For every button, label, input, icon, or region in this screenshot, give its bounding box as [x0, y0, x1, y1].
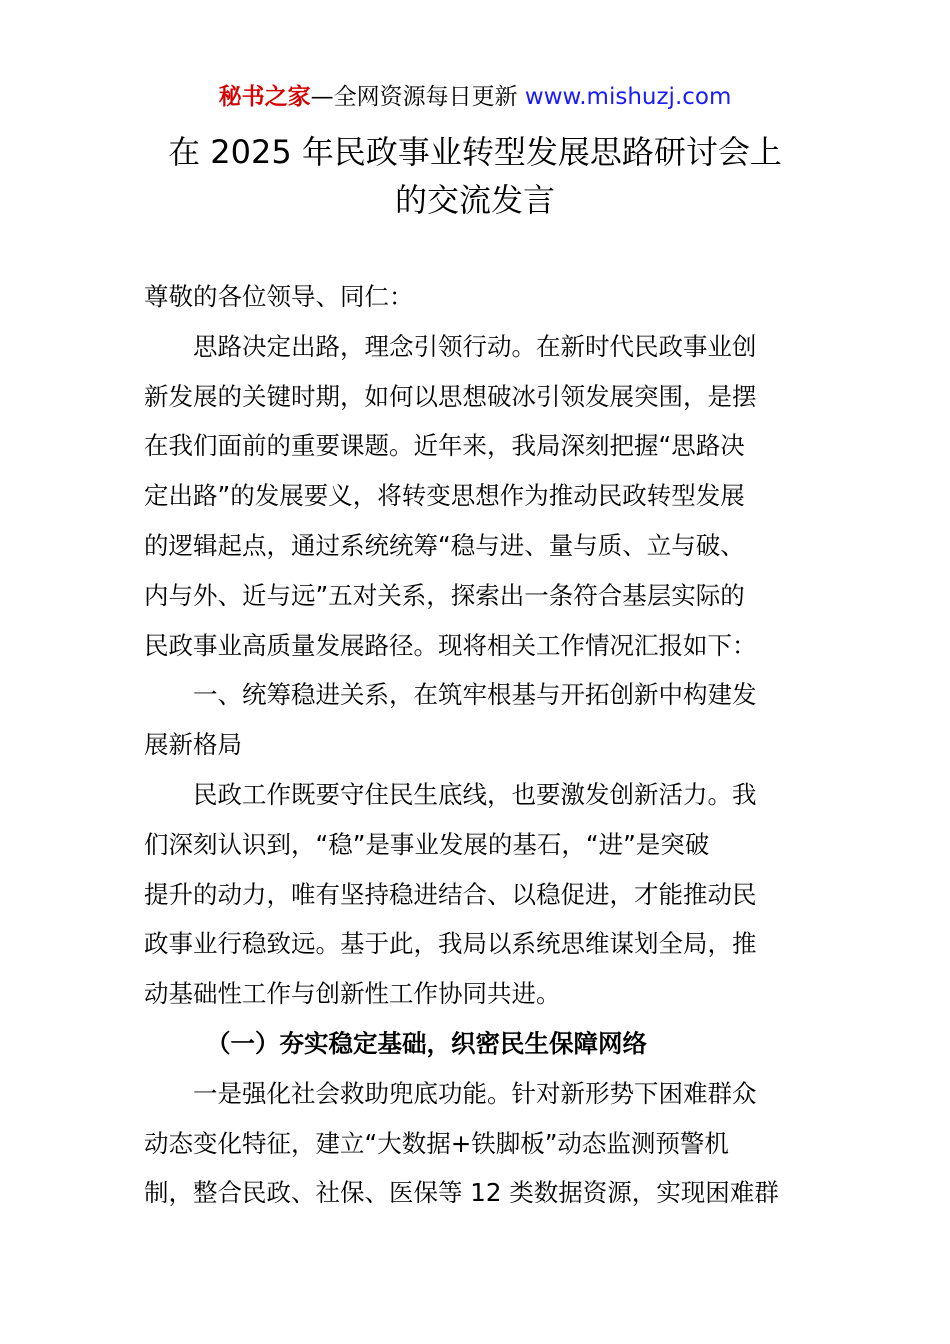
paragraph-line: 民政工作既要守住民生底线，也要激发创新活力。我 [193, 779, 757, 809]
paragraph-line: 动态变化特征，建立“大数据+铁脚板”动态监测预警机 [144, 1128, 729, 1158]
paragraph-line: 内与外、近与远”五对关系，探索出一条符合基层实际的 [144, 580, 745, 610]
paragraph-line: 的逻辑起点，通过系统统筹“稳与进、量与质、立与破、 [144, 530, 745, 560]
salutation: 尊敬的各位领导、同仁： [144, 282, 414, 311]
paragraph-line: 民政事业高质量发展路径。现将相关工作情况汇报如下： [144, 630, 757, 660]
paragraph-line: 制，整合民政、社保、医保等 12 类数据资源，实现困难群 [144, 1178, 779, 1208]
title-line-2: 的交流发言 [394, 181, 555, 219]
paragraph-line: 新发展的关键时期，如何以思想破冰引领发展突围，是摆 [144, 381, 757, 411]
document-body [144, 272, 808, 1218]
paragraph-line: 一是强化社会救助兜底功能。针对新形势下困难群众 [193, 1078, 757, 1108]
paragraph-line: 在我们面前的重要课题。近年来，我局深刻把握“思路决 [144, 431, 745, 461]
section-heading-line: 展新格局 [144, 730, 242, 760]
site-header [0, 80, 950, 114]
paragraph-line: 定出路”的发展要义，将转变思想作为推动民政转型发展 [144, 481, 745, 511]
title-line-1: 在 2025 年民政事业转型发展思路研讨会上 [168, 133, 782, 171]
subsection-heading: （一）夯实稳定基础，织密民生保障网络 [206, 1028, 647, 1058]
site-url-link[interactable]: www.mishuzj.com [524, 84, 732, 110]
paragraph-line: 政事业行稳致远。基于此，我局以系统思维谋划全局，推 [144, 929, 757, 959]
document-title [100, 128, 850, 224]
site-brand: 秘书之家 [218, 84, 311, 110]
paragraph-line: 们深刻认识到，“稳”是事业发展的基石，“进”是突破 [144, 829, 710, 859]
paragraph-line: 思路决定出路，理念引领行动。在新时代民政事业创 [193, 331, 757, 361]
site-tagline: —全网资源每日更新 [310, 84, 525, 110]
paragraph-line: 动基础性工作与创新性工作协同共进。 [144, 979, 561, 1009]
paragraph-line: 提升的动力，唯有坚持稳进结合、以稳促进，才能推动民 [144, 879, 757, 909]
section-heading-line: 一、统筹稳进关系，在筑牢根基与开拓创新中构建发 [193, 680, 757, 710]
